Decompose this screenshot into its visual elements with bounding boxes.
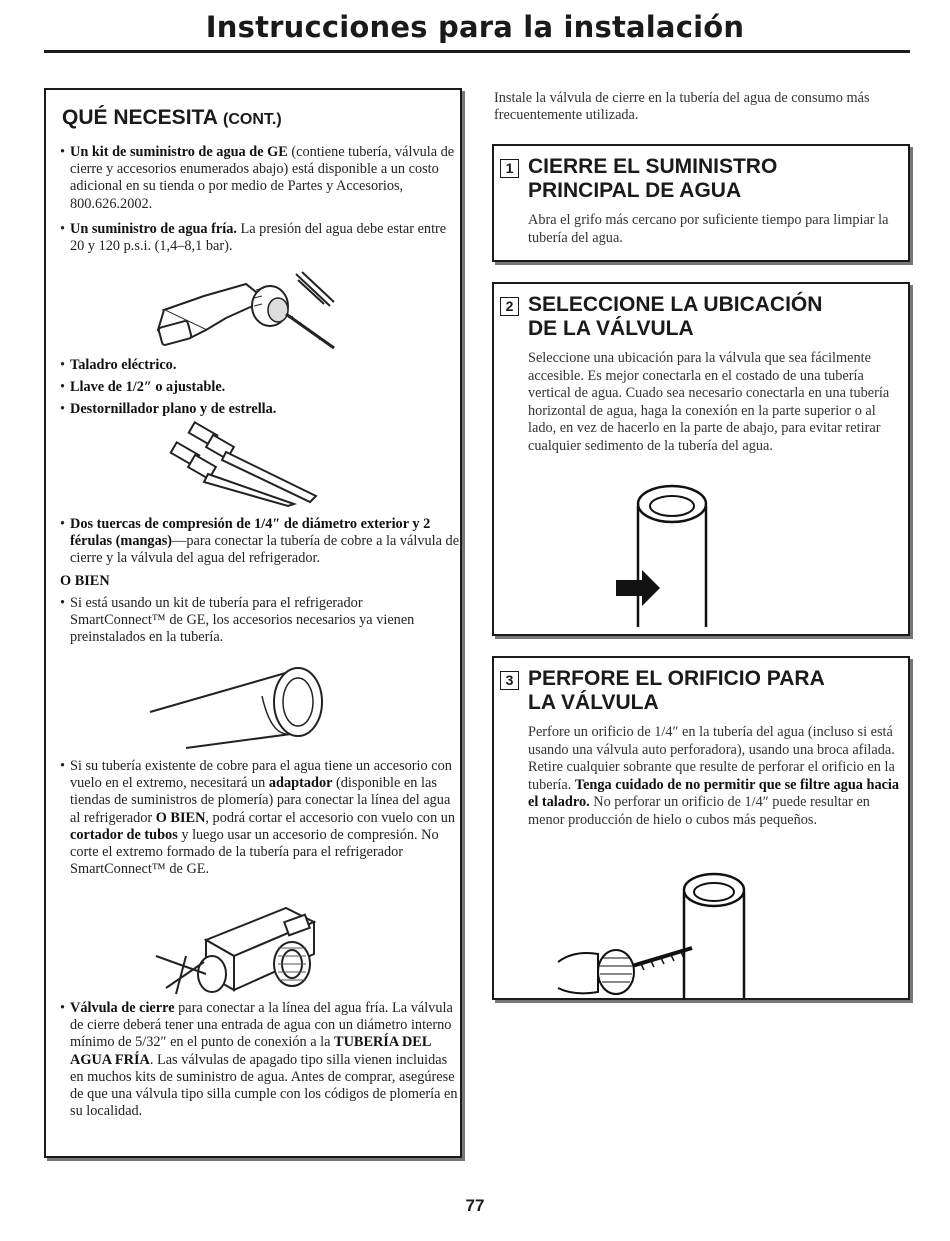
shutoff-valve-icon: [146, 900, 346, 1000]
step-text: Abra el grifo más cercano por suficiente tiempo para limpiar la tubería del agua.: [528, 212, 889, 246]
tool-label: Llave de 1/2″ o ajustable.: [70, 379, 226, 395]
what-you-need-box: [44, 88, 462, 1158]
step-title-line: PERFORE EL ORIFICIO PARA: [528, 667, 825, 690]
pipe-drill-icon: [554, 868, 764, 998]
heading-main: QUÉ NECESITA: [62, 106, 218, 129]
step-title-line: SELECCIONE LA UBICACIÓN: [528, 293, 823, 316]
item-bold: adaptador: [268, 775, 333, 792]
item-text: . Las válvulas de apagado tipo silla vienen incluidas en muchos kits de suministro de agua. Antes de comprar, asegúrese de que una válvula tipo silla cumple con los códigos de plomería en su localidad.: [70, 1051, 458, 1120]
electric-drill-icon: [146, 270, 336, 360]
item-text: (disponible en las tiendas de suministros de plomería) para conectar la línea del agua al refrigerador: [70, 775, 451, 826]
step-number: 3: [500, 671, 519, 690]
compression-nuts-icon: [166, 426, 326, 506]
or-text: O BIEN: [60, 573, 110, 589]
step-title: [528, 667, 825, 715]
list-item: [60, 595, 456, 647]
step-number: 2: [500, 297, 519, 316]
step-text-part: No perforar un orificio de 1/4″ puede resultar en menor producción de hielo o cubos más pequeños.: [528, 794, 870, 828]
item-text: para conectar a la línea del agua fría. La válvula de cierre deberá tener una entrada de agua con un diámetro interno mínimo de 5/32″ en el punto de conexión a la: [70, 1000, 453, 1051]
step-title-line: DE LA VÁLVULA: [528, 317, 694, 340]
copper-tube-icon: [146, 662, 326, 757]
list-item: [60, 144, 456, 213]
item-text: Si su tubería existente de cobre para el agua tiene un accesorio con vuelo en el extremo, necesitará un: [70, 758, 452, 792]
item-bold: Válvula de cierre: [70, 1000, 175, 1016]
item-bold: O BIEN: [155, 809, 206, 826]
list-item: [60, 379, 456, 396]
step-text: [528, 724, 900, 830]
item-text: La presión del agua debe estar entre 20 y 120 p.s.i. (1,4–8,1 bar).: [70, 221, 447, 255]
item-text: , podrá cortar el accesorio con vuelo con un: [205, 809, 456, 826]
title-rule: [44, 50, 910, 53]
list-item: [60, 516, 460, 568]
item-text: y luego usar un accesorio de compresión. No corte el extremo formado de la tubería para el refrigerador SmartConnect™ de GE.: [70, 826, 439, 878]
item-text: (contiene tubería, válvula de cierre y accesorios enumerados abajo) está disponible a un costo adicional en su tienda o por medio de Partes y Accesorios, 800.626.2002.: [70, 144, 455, 212]
or-label: [60, 573, 110, 590]
item-text: Si está usando un kit de tubería para el refrigerador SmartConnect™ de GE, los accesorios necesarios ya vienen preinstalados en la tubería.: [70, 595, 415, 646]
intro-text: Instale la válvula de cierre en la tubería del agua de consumo más frecuentemente utilizada.: [494, 90, 870, 124]
step-3-box: [492, 656, 910, 1000]
step-text: Seleccione una ubicación para la válvula que sea fácilmente accesible. Es mejor conectarla en el costado de una tubería vertical de agua. Cuado sea necesario conectarla en una tubería horizontal de agua, haga la conexión en la parte superior o al lado, en vez de hacerlo en la parte de abajo, para evitar retirar cualquier sedimento de la tubería del agua.: [528, 350, 890, 454]
list-item: [60, 401, 456, 418]
step-title: [528, 155, 777, 203]
list-item: [60, 357, 456, 374]
list-item: [60, 1000, 460, 1120]
step-1-box: [492, 144, 910, 262]
step-text-part: Perfore un orificio de 1/4″ en la tubería del agua (incluso si está usando una válvula auto perforadora), usando una broca afilada. Retire cualquier sobrante que resulte de perforar el orificio en la tubería.: [528, 724, 895, 793]
section-heading: [62, 106, 282, 130]
item-bold: Un kit de suministro de agua de GE: [70, 144, 288, 160]
heading-cont: (CONT.): [223, 111, 282, 128]
step-title: [528, 293, 822, 341]
tool-label: Destornillador plano y de estrella.: [70, 401, 277, 417]
item-bold: Un suministro de agua fría.: [70, 221, 237, 237]
pipe-arrow-icon: [612, 482, 732, 627]
page-title: Instrucciones para la instalación: [205, 10, 745, 44]
step-title-line: CIERRE EL SUMINISTRO: [528, 155, 778, 178]
step-number: 1: [500, 159, 519, 178]
item-bold: TUBERÍA DEL AGUA FRÍA: [70, 1034, 431, 1068]
list-item: [60, 758, 460, 878]
step-title-line: PRINCIPAL DE AGUA: [528, 179, 742, 202]
item-bold: Dos tuercas de compresión de 1/4″ de diámetro exterior y 2 férulas (mangas): [70, 516, 431, 550]
step-2-box: [492, 282, 910, 636]
list-item: [60, 221, 456, 255]
page-number: 77: [465, 1196, 485, 1215]
step-text-bold: Tenga cuidado de no permitir que se filtre agua hacia el taladro.: [528, 776, 900, 811]
step-title-line: LA VÁLVULA: [528, 691, 659, 714]
tool-label: Taladro eléctrico.: [70, 357, 177, 373]
item-bold: cortador de tubos: [70, 826, 178, 843]
item-text: —para conectar la tubería de cobre a la válvula de cierre y la válvula del agua del refrigerador.: [70, 533, 460, 567]
